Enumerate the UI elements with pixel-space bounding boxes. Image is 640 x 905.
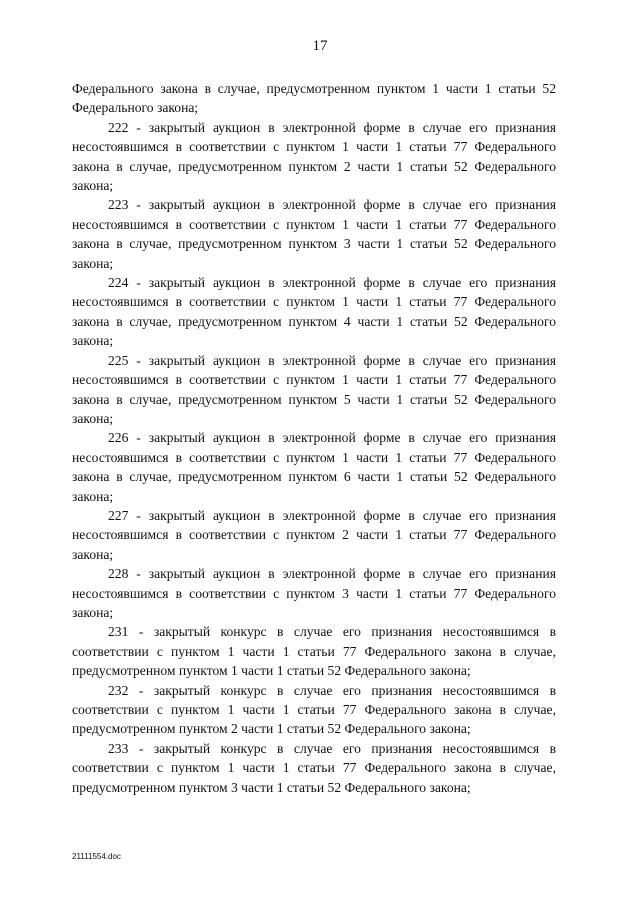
paragraph-code-228: 228 - закрытый аукцион в электронной форме в случае его признания несостоявшимся в соответствии с пунктом 3 части 1 статьи 77 Федерального закона; [72,566,556,620]
paragraph-code-222: 222 - закрытый аукцион в электронной форме в случае его признания несостоявшимся в соответствии с пунктом 1 части 1 статьи 77 Федерального закона в случае, предусмотренном пунктом 2 части 1 статьи 52 Федерального закона; [72,119,556,194]
paragraph-code-232: 232 - закрытый конкурс в случае его признания несостоявшимся в соответствии с пунктом 1 части 1 статьи 77 Федерального закона в случае, предусмотренном пунктом 2 части 1 статьи 52 Федерального закона; [72,682,556,737]
footer-file-name: 21111554.doc [72,852,121,861]
paragraph-code-233: 233 - закрытый конкурс в случае его признания несостоявшимся в соответствии с пунктом 1 части 1 статьи 77 Федерального закона в случае, предусмотренном пунктом 3 части 1 статьи 52 Федерального закона; [72,740,556,795]
paragraph-code-223: 223 - закрытый аукцион в электронной форме в случае его признания несостоявшимся в соответствии с пунктом 1 части 1 статьи 77 Федерального закона в случае, предусмотренном пунктом 3 части 1 статьи 52 Федерального закона; [72,197,556,271]
paragraph-code-226: 226 - закрытый аукцион в электронной форме в случае его признания несостоявшимся в соответствии с пунктом 1 части 1 статьи 77 Федерального закона в случае, предусмотренном пунктом 6 части 1 статьи 52 Федерального закона; [72,430,556,504]
paragraph-continuation: Федерального закона в случае, предусмотренном пунктом 1 части 1 статьи 52 Федерального закона; [72,81,556,116]
paragraph-code-224: 224 - закрытый аукцион в электронной форме в случае его признания несостоявшимся в соответствии с пунктом 1 части 1 статьи 77 Федерального закона в случае, предусмотренном пунктом 4 части 1 статьи 52 Федерального закона; [72,275,556,349]
paragraph-code-227: 227 - закрытый аукцион в электронной форме в случае его признания несостоявшимся в соответствии с пунктом 2 части 1 статьи 77 Федерального закона; [72,507,556,562]
page-number: 17 [312,38,328,54]
paragraph-code-231: 231 - закрытый конкурс в случае его признания несостоявшимся в соответствии с пунктом 1 части 1 статьи 77 Федерального закона в случае, предусмотренном пунктом 1 части 1 статьи 52 Федерального закона; [72,624,556,679]
paragraph-code-225: 225 - закрытый аукцион в электронной форме в случае его признания несостоявшимся в соответствии с пунктом 1 части 1 статьи 77 Федерального закона в случае, предусмотренном пунктом 5 части 1 статьи 52 Федерального закона; [72,352,556,426]
document-body [72,79,556,797]
